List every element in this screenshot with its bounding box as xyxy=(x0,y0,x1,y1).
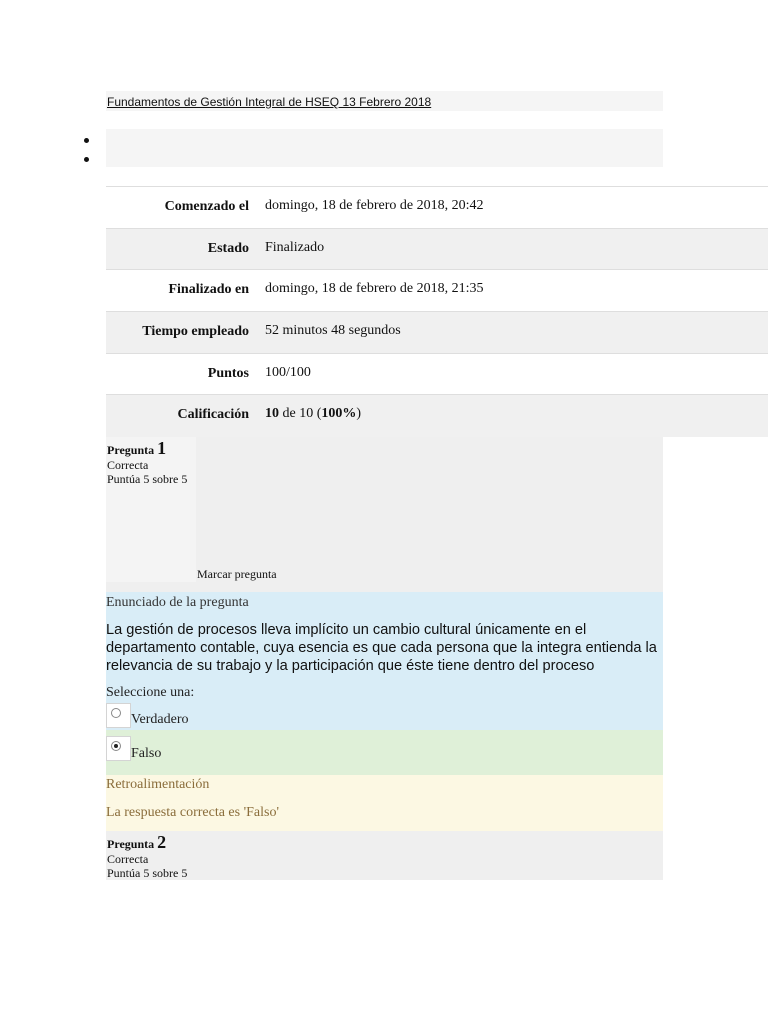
feedback-header: Retroalimentación xyxy=(106,777,210,792)
question-2-info xyxy=(106,831,663,880)
summary-row-started xyxy=(106,187,768,229)
summary-row-finished xyxy=(106,270,768,312)
summary-value: 52 minutos 48 segundos xyxy=(257,312,768,354)
question-number: 1 xyxy=(157,438,167,458)
summary-value: Finalizado xyxy=(257,228,768,270)
feedback-right-answer: La respuesta correcta es 'Falso' xyxy=(106,805,279,820)
question-2-grade: Puntúa 5 sobre 5 xyxy=(107,866,188,880)
grade-close: ) xyxy=(356,406,362,422)
summary-label: Tiempo empleado xyxy=(106,312,257,354)
question-2-title xyxy=(107,832,166,853)
question-1-info xyxy=(106,437,663,592)
question-statement-header: Enunciado de la pregunta xyxy=(106,595,249,610)
bullet-icon xyxy=(84,157,89,162)
radio-unchecked-icon[interactable] xyxy=(111,708,121,718)
summary-label: Comenzado el xyxy=(106,187,257,229)
question-1-grade: Puntúa 5 sobre 5 xyxy=(107,472,188,486)
summary-row-state xyxy=(106,228,768,270)
bullet-icon xyxy=(84,138,89,143)
question-2-state: Correcta xyxy=(107,852,149,866)
course-link[interactable]: Fundamentos de Gestión Integral de HSEQ 13 Febrero 2018 xyxy=(107,95,432,109)
grade-value: 10 xyxy=(265,406,279,422)
question-1-feedback xyxy=(106,775,663,831)
breadcrumb xyxy=(106,91,663,111)
nav-bullet-bar xyxy=(106,129,663,167)
summary-value: domingo, 18 de febrero de 2018, 21:35 xyxy=(257,270,768,312)
answer-prompt: Seleccione una: xyxy=(106,685,195,700)
option-verdadero-box[interactable] xyxy=(106,703,131,728)
question-number: 2 xyxy=(157,832,167,852)
attempt-summary-table xyxy=(106,186,768,437)
summary-label: Calificación xyxy=(106,395,257,437)
grade-of-text: de 10 ( xyxy=(279,406,322,422)
question-word: Pregunta xyxy=(107,837,155,851)
question-text: La gestión de procesos lleva implícito un cambio cultural únicamente en el departamento contable, cuya esencia es que cada persona que la integra entienda la relevancia de su trabajo y la participación que éste tiene dentro del proceso xyxy=(106,622,657,674)
option-falso-row xyxy=(106,730,663,775)
radio-checked-icon[interactable] xyxy=(111,741,121,751)
summary-value xyxy=(257,395,768,437)
summary-row-time-taken xyxy=(106,312,768,354)
summary-label: Finalizado en xyxy=(106,270,257,312)
option-falso-label[interactable]: Falso xyxy=(131,746,162,761)
question-1-state: Correcta xyxy=(107,458,149,472)
flag-question-link[interactable]: Marcar pregunta xyxy=(197,567,277,581)
option-falso-box[interactable] xyxy=(106,736,131,761)
grade-percent: 100% xyxy=(321,406,357,422)
summary-label: Estado xyxy=(106,228,257,270)
summary-value: domingo, 18 de febrero de 2018, 20:42 xyxy=(257,187,768,229)
summary-label: Puntos xyxy=(106,353,257,395)
summary-value: 100/100 xyxy=(257,353,768,395)
nav-bullet-list xyxy=(0,129,663,167)
question-1-title xyxy=(107,438,166,459)
question-word: Pregunta xyxy=(107,443,155,457)
option-verdadero-label[interactable]: Verdadero xyxy=(131,712,189,727)
summary-row-grade xyxy=(106,395,768,437)
question-1-formulation xyxy=(106,592,663,730)
summary-row-points xyxy=(106,353,768,395)
